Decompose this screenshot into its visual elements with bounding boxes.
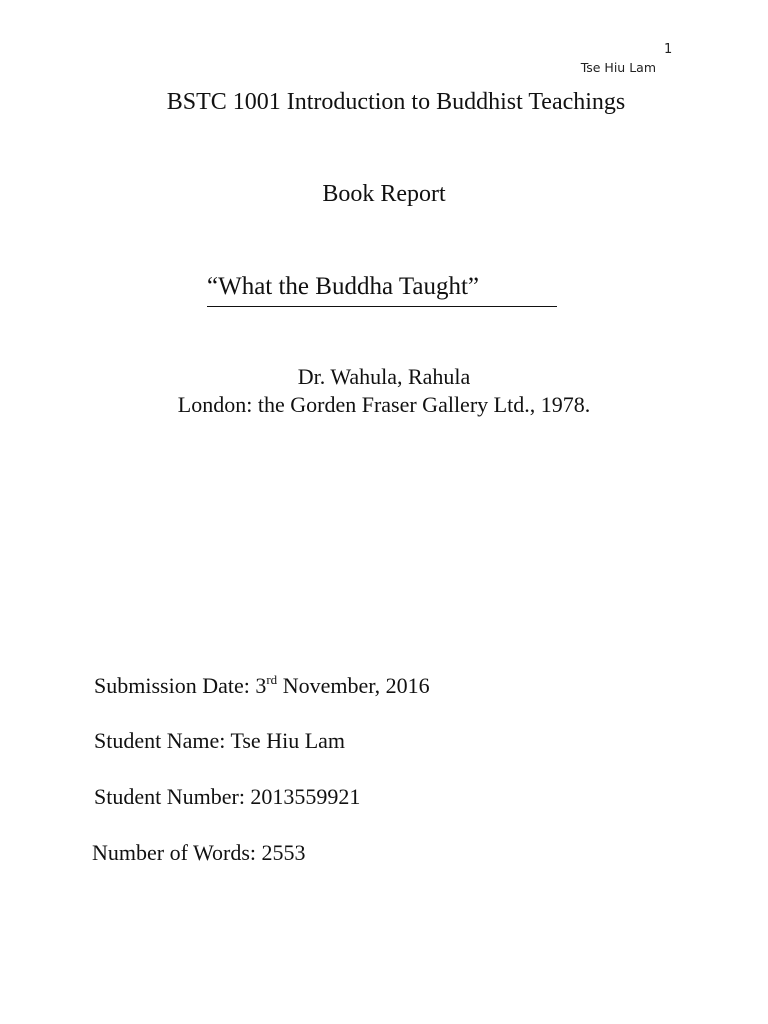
report-type: Book Report xyxy=(322,181,446,207)
page-number: 1 xyxy=(664,42,673,57)
running-header-author: Tse Hiu Lam xyxy=(580,60,656,75)
book-author: Dr. Wahula, Rahula xyxy=(297,364,471,389)
student-name: Student Name: Tse Hiu Lam xyxy=(94,728,346,753)
submission-date-label: Submission Date: 3 xyxy=(94,673,267,698)
word-count: Number of Words: 2553 xyxy=(92,840,306,865)
student-number: Student Number: 2013559921 xyxy=(94,784,361,809)
book-title-underline xyxy=(207,306,557,307)
book-title: “What the Buddha Taught” xyxy=(207,273,480,300)
book-publisher: London: the Gorden Fraser Gallery Ltd., 1978. xyxy=(177,392,591,417)
course-title: BSTC 1001 Introduction to Buddhist Teachings xyxy=(166,89,626,115)
submission-date xyxy=(94,673,430,699)
submission-date-rest: November, 2016 xyxy=(277,673,430,698)
date-ordinal-suffix: rd xyxy=(266,672,278,687)
